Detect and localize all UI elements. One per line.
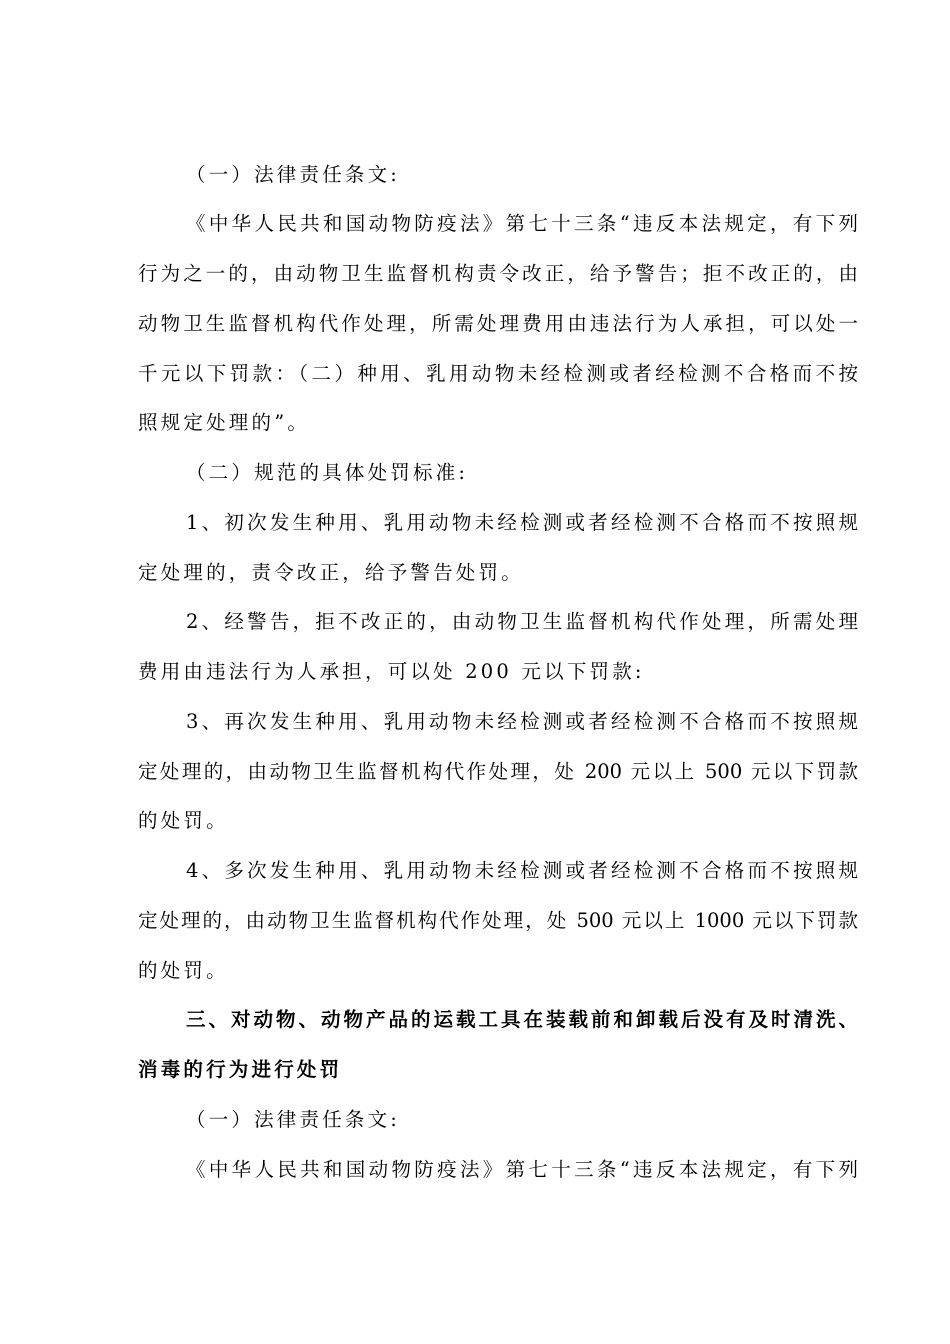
list-item-line: 2、经警告，拒不改正的，由动物卫生监督机构代作处理，所需处理 [186,610,858,633]
subheading-legal-provisions: （一）法律责任条文: [186,163,401,186]
list-item-line: 定处理的，由动物卫生监督机构代作处理，处 500 元以上 1000 元以下罚款 [138,909,858,932]
list-item-line: 费用由违法行为人承担，可以处 200 元以下罚款: [138,660,645,683]
paragraph-line: 照规定处理的”。 [138,411,311,434]
list-item-line: 的处罚。 [138,959,229,982]
subheading-penalty-standards: （二）规范的具体处罚标准: [186,461,469,484]
paragraph-line: 动物卫生监督机构代作处理，所需处理费用由违法行为人承担，可以处一 [138,312,858,335]
paragraph-line: 千元以下罚款：（二）种用、乳用动物未经检测或者经检测不合格而不按 [138,362,858,385]
list-item-line: 1、初次发生种用、乳用动物未经检测或者经检测不合格而不按照规 [186,511,858,534]
list-item-line: 4、多次发生种用、乳用动物未经检测或者经检测不合格而不按照规 [186,859,858,882]
list-item-line: 定处理的，责令改正，给予警告处罚。 [138,561,524,584]
list-item-line: 定处理的，由动物卫生监督机构代作处理，处 200 元以上 500 元以下罚款 [138,760,858,783]
paragraph-line: 《中华人民共和国动物防疫法》第七十三条“违反本法规定，有下列 [186,212,858,235]
section-heading: 消毒的行为进行处罚 [138,1058,343,1081]
paragraph-line: 行为之一的，由动物卫生监督机构责令改正，给予警告；拒不改正的，由 [138,262,858,285]
subheading-legal-provisions: （一）法律责任条文: [186,1108,401,1131]
section-heading: 三、对动物、动物产品的运载工具在装载前和卸载后没有及时清洗、 [186,1008,858,1031]
paragraph-line: 《中华人民共和国动物防疫法》第七十三条“违反本法规定，有下列 [186,1158,858,1181]
list-item-line: 3、再次发生种用、乳用动物未经检测或者经检测不合格而不按照规 [186,710,858,733]
list-item-line: 的处罚。 [138,809,229,832]
